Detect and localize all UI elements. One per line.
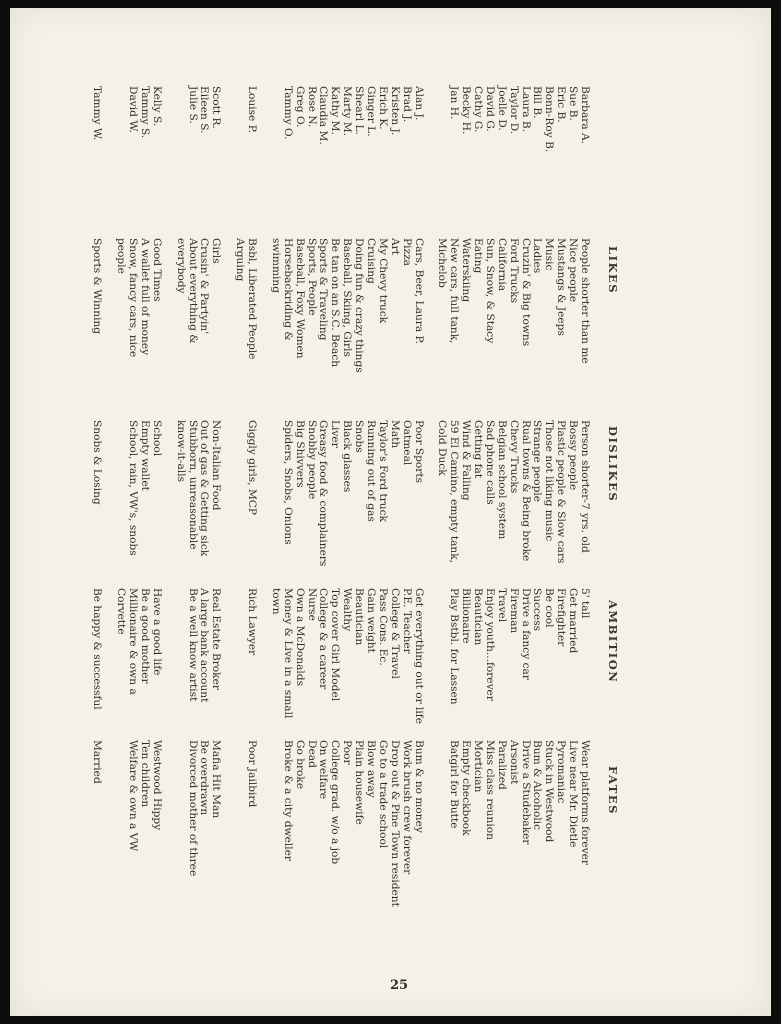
cell-dislikes: Strange people	[531, 420, 544, 503]
cell-likes: Mustangs & Jeeps	[555, 238, 568, 336]
cell-name: Kristen J.	[388, 86, 401, 136]
table-row	[150, 8, 162, 1016]
cell-ambition: Get married	[567, 588, 580, 654]
cell-fate: Arsonist	[507, 740, 520, 785]
table-row	[126, 8, 138, 1016]
cell-dislikes: Getting fat	[471, 420, 484, 479]
cell-likes: Sports, People	[305, 238, 318, 316]
group-spacer	[257, 8, 269, 1016]
cell-likes: Ladies	[531, 238, 544, 274]
cell-likes: Girls	[210, 238, 223, 264]
cell-fate: Be overdrawn	[198, 740, 211, 816]
cell-fate: Mafia Hit Man	[210, 740, 223, 819]
header-dislikes: DISLIKES	[606, 426, 620, 503]
cell-ambition: Billionaire	[460, 588, 473, 644]
cell-name: Becky H.	[460, 86, 473, 135]
table-row	[198, 8, 210, 1016]
cell-likes: A wallet full of money	[139, 238, 152, 356]
table-row	[328, 8, 340, 1016]
cell-fate: Divorced mother of three	[186, 740, 199, 877]
group-spacer	[102, 8, 114, 1016]
table-row	[435, 8, 447, 1016]
student-table	[91, 8, 590, 1016]
table-row	[459, 8, 471, 1016]
cell-dislikes: Empty wallet	[139, 420, 152, 491]
table-row	[507, 8, 519, 1016]
cell-fate: College grad. w/o a job	[329, 740, 342, 865]
table-row	[364, 8, 376, 1016]
cell-ambition: town	[269, 588, 282, 615]
cell-likes: Arguing	[234, 238, 247, 282]
cell-dislikes: Bossy people	[567, 420, 580, 491]
cell-name: Louise P.	[246, 86, 259, 134]
cell-dislikes: Out of gas & Getting sick	[198, 420, 211, 557]
cell-likes: Cruzin' & Big towns	[519, 238, 532, 347]
cell-name: Brad J.	[400, 86, 413, 123]
table-row	[578, 8, 590, 1016]
cell-name: Jan H.	[448, 86, 461, 120]
cell-ambition: Enjoy youth...forever	[483, 588, 496, 701]
cell-fate: Poor	[341, 740, 354, 765]
cell-likes: Eating	[471, 238, 484, 274]
table-row	[269, 8, 281, 1016]
cell-likes: Baseball, Skiing, Girls	[341, 238, 354, 357]
cell-dislikes: Running out of gas	[364, 420, 377, 522]
cell-ambition: College & Travel	[388, 588, 401, 679]
table-row	[531, 8, 543, 1016]
cell-ambition: Money & Live in a small	[281, 588, 294, 719]
table-row	[233, 8, 245, 1016]
page-number: 25	[390, 978, 409, 993]
cell-name: Laura B.	[519, 86, 532, 133]
cell-ambition: Wealthy	[341, 588, 354, 632]
cell-fate: Drop out & Pine Town resident	[388, 740, 401, 907]
table-row	[281, 8, 293, 1016]
cell-likes: New cars, full tank,	[448, 238, 461, 344]
table-row	[400, 8, 412, 1016]
cell-fate: Dead	[305, 740, 318, 768]
cell-name: Alan J.	[412, 86, 425, 121]
cell-fate: Empty checkbook	[460, 740, 473, 836]
group-spacer	[162, 8, 174, 1016]
cell-dislikes: Spiders, Snobs, Onions	[281, 420, 294, 545]
cell-ambition: Beautician	[471, 588, 484, 646]
cell-dislikes: Snobby people	[305, 420, 318, 500]
cell-ambition: Be a good mother	[139, 588, 152, 684]
table-row	[317, 8, 329, 1016]
cell-likes: Cruising	[364, 238, 377, 284]
cell-dislikes: Big Shivvers	[293, 420, 306, 488]
cell-dislikes: Taylor's Ford truck	[376, 420, 389, 522]
cell-ambition: 5' tall	[579, 588, 591, 619]
cell-likes: Cars, Beer, Laura P.	[412, 238, 425, 344]
table-row	[174, 8, 186, 1016]
cell-fate: Go broke	[293, 740, 306, 790]
cell-name: Tammy S.	[139, 86, 152, 139]
cell-ambition: Get everything out or life	[412, 588, 425, 724]
cell-name: Ginger L.	[364, 86, 377, 137]
cell-name: Bill B.	[531, 86, 544, 119]
cell-likes: Sports & Winning	[91, 238, 104, 335]
cell-likes: Bsbl, Liberated People	[246, 238, 259, 360]
cell-ambition: Be happy & successful	[91, 588, 104, 710]
table-row	[114, 8, 126, 1016]
table-row	[352, 8, 364, 1016]
cell-likes: Ford Trucks	[507, 238, 520, 304]
cell-dislikes: Cold Duck	[436, 420, 449, 476]
table-row	[447, 8, 459, 1016]
cell-dislikes: School, rain, VW's, snobs	[127, 420, 140, 556]
cell-dislikes: know-it-alls	[174, 420, 187, 483]
cell-dislikes: 59 El Camino, empty tank,	[448, 420, 461, 564]
cell-dislikes: Sad phone calls	[483, 420, 496, 505]
cell-fate: Bum & no money	[412, 740, 425, 833]
cell-ambition: Own a McDonalds	[293, 588, 306, 687]
cell-fate: Drive a Studebaker	[519, 740, 532, 845]
cell-dislikes: Person shorter-7 yrs. old	[579, 420, 591, 553]
cell-likes: Pizza	[400, 238, 413, 266]
cell-ambition: Beautician	[353, 588, 366, 646]
cell-ambition: Corvette	[115, 588, 128, 635]
table-row	[412, 8, 424, 1016]
table-row	[519, 8, 531, 1016]
cell-likes: About everything &	[186, 238, 199, 344]
cell-fate: Miss class reunion	[483, 740, 496, 840]
cell-likes: Doing fun & crazy things	[353, 238, 366, 373]
header-ambition: AMBITION	[606, 600, 620, 684]
cell-ambition: Real Estate Broker	[210, 588, 223, 690]
cell-dislikes: Liver	[329, 420, 342, 448]
cell-ambition: Firefighter	[555, 588, 568, 647]
group-spacer	[424, 8, 436, 1016]
cell-ambition: Top cover Girl Model	[329, 588, 342, 702]
cell-ambition: Rich Lawyer	[246, 588, 259, 656]
header-likes: LIKES	[606, 246, 620, 295]
cell-dislikes: Stubborn, unreasonable	[186, 420, 199, 550]
cell-name: Eileen S.	[198, 86, 211, 134]
cell-likes: people	[115, 238, 128, 274]
group-spacer	[221, 8, 233, 1016]
cell-dislikes: Snobs	[353, 420, 366, 453]
cell-dislikes: Non-Italian Food	[210, 420, 223, 511]
cell-fate: Wear platforms forever	[579, 740, 591, 865]
cell-fate: Plain housewife	[353, 740, 366, 825]
cell-name: Marty M.	[341, 86, 354, 137]
cell-name: Bonn-Roy B.	[543, 86, 556, 153]
cell-likes: Crusin' & Partyin'	[198, 238, 211, 335]
cell-fate: Ten children	[139, 740, 152, 808]
cell-dislikes: Giggly girls, MCP	[246, 420, 259, 516]
cell-fate: Mortician	[471, 740, 484, 793]
cell-dislikes: Rual towns & Being broke	[519, 420, 532, 562]
cell-fate: Work brush crew forever	[400, 740, 413, 875]
cell-likes: Sun, Snow, & Stacy	[483, 238, 496, 344]
cell-name: Taylor D.	[507, 86, 520, 135]
cell-fate: Blow away	[364, 740, 377, 798]
cell-ambition: College & a career	[317, 588, 330, 690]
cell-ambition: Have a good life	[150, 588, 163, 676]
cell-likes: Nice people	[567, 238, 580, 303]
cell-name: Joelle D.	[495, 86, 508, 131]
cell-fate: Stuck in Westwood	[543, 740, 556, 843]
cell-name: Erich K.	[376, 86, 389, 130]
cell-name: Eric B.	[555, 86, 568, 123]
table-row	[495, 8, 507, 1016]
cell-likes: Good Times	[150, 238, 163, 302]
cell-dislikes: Math	[388, 420, 401, 449]
table-row	[483, 8, 495, 1016]
table-row	[210, 8, 222, 1016]
cell-fate: Pyromaniac	[555, 740, 568, 804]
cell-likes: Horsebackriding &	[281, 238, 294, 341]
header-fates: FATES	[606, 766, 620, 815]
cell-dislikes: Greasy food & complainers	[317, 420, 330, 567]
cell-ambition: A large bank account	[198, 588, 211, 703]
table-row	[245, 8, 257, 1016]
cell-ambition: P.E. Teacher	[400, 588, 413, 654]
cell-ambition: Millionaire & own a	[127, 588, 140, 695]
cell-name: Barbara A.	[579, 86, 591, 145]
cell-dislikes: Those not liking music	[543, 420, 556, 542]
cell-likes: My Chevy truck	[376, 238, 389, 324]
rotated-content	[10, 8, 771, 1016]
cell-fate: On welfare	[317, 740, 330, 800]
cell-fate: Live near Mr. Dietle	[567, 740, 580, 848]
cell-name: Kelly S.	[150, 86, 163, 127]
cell-name: Tammy O.	[281, 86, 294, 140]
cell-likes: Baseball, Foxy Women	[293, 238, 306, 359]
table-row	[340, 8, 352, 1016]
cell-name: David G.	[483, 86, 496, 132]
cell-name: Claudia M.	[317, 86, 330, 145]
cell-dislikes: Poor Sports	[412, 420, 425, 484]
cell-name: David W.	[127, 86, 140, 133]
cell-fate: Welfare & own a VW	[127, 740, 140, 852]
cell-likes: California	[495, 238, 508, 292]
table-row	[293, 8, 305, 1016]
cell-likes: Music	[543, 238, 556, 271]
cell-likes: everybody	[174, 238, 187, 294]
table-row	[305, 8, 317, 1016]
cell-likes: Sports & Traveling	[317, 238, 330, 341]
table-row	[138, 8, 150, 1016]
cell-fate: Poor Jailbird	[246, 740, 259, 808]
cell-name: Julie S.	[186, 86, 199, 124]
cell-ambition: Play Bstbl. for Lassen	[448, 588, 461, 705]
cell-dislikes: Wind & Falling	[460, 420, 473, 501]
cell-fate: Broke & a city dweller	[281, 740, 294, 861]
cell-ambition: Fireman	[507, 588, 520, 634]
table-row	[542, 8, 554, 1016]
cell-name: Greg O.	[293, 86, 306, 128]
table-row	[376, 8, 388, 1016]
cell-likes: Waterskiing	[460, 238, 473, 303]
cell-dislikes: School	[150, 420, 163, 457]
cell-fate: Married	[91, 740, 104, 784]
cell-fate: Westwood Hippy	[150, 740, 163, 831]
cell-likes: Be tan on an S.C. Beach	[329, 238, 342, 368]
cell-dislikes: Belgian school system	[495, 420, 508, 540]
cell-dislikes: Snobs & Losing	[91, 420, 104, 505]
cell-name: Kathy M.	[329, 86, 342, 135]
cell-dislikes: Plastic people & Slow cars	[555, 420, 568, 564]
cell-ambition: Gain weight	[364, 588, 377, 653]
table-row	[566, 8, 578, 1016]
table-row	[91, 8, 103, 1016]
cell-ambition: Nurse	[305, 588, 318, 621]
cell-dislikes: Oatmeal	[400, 420, 413, 466]
table-row	[554, 8, 566, 1016]
cell-fate: Bum & Alcoholic	[531, 740, 544, 831]
cell-fate: Batgirl for Butte	[448, 740, 461, 829]
cell-ambition: Travel	[495, 588, 508, 623]
cell-fate: Paralized	[495, 740, 508, 790]
cell-likes: Snow, fancy cars, nice	[127, 238, 140, 358]
cell-name: Shearl L.	[353, 86, 366, 135]
cell-likes: swimming	[269, 238, 282, 293]
cell-ambition: Pass Cons. Ec.	[376, 588, 389, 666]
cell-fate: Go to a trade school	[376, 740, 389, 849]
table-row	[388, 8, 400, 1016]
table-row	[186, 8, 198, 1016]
cell-likes: People shorter than me	[579, 238, 591, 364]
cell-ambition: Success	[531, 588, 544, 632]
cell-name: Tammy W.	[91, 86, 104, 141]
cell-likes: Michelob	[436, 238, 449, 288]
cell-likes: Art	[388, 238, 401, 255]
cell-ambition: Be a well know artist	[186, 588, 199, 702]
cell-name: Cathy G.	[471, 86, 484, 133]
yearbook-page	[10, 8, 771, 1016]
cell-ambition: Be cool	[543, 588, 556, 628]
cell-dislikes: Chevy Trucks	[507, 420, 520, 494]
cell-name: Rose N.	[305, 86, 318, 128]
cell-dislikes: Black glasses	[341, 420, 354, 493]
table-row	[471, 8, 483, 1016]
cell-ambition: Drive a fancy car	[519, 588, 532, 680]
cell-name: Scott R.	[210, 86, 223, 129]
cell-name: Sue B.	[567, 86, 580, 121]
